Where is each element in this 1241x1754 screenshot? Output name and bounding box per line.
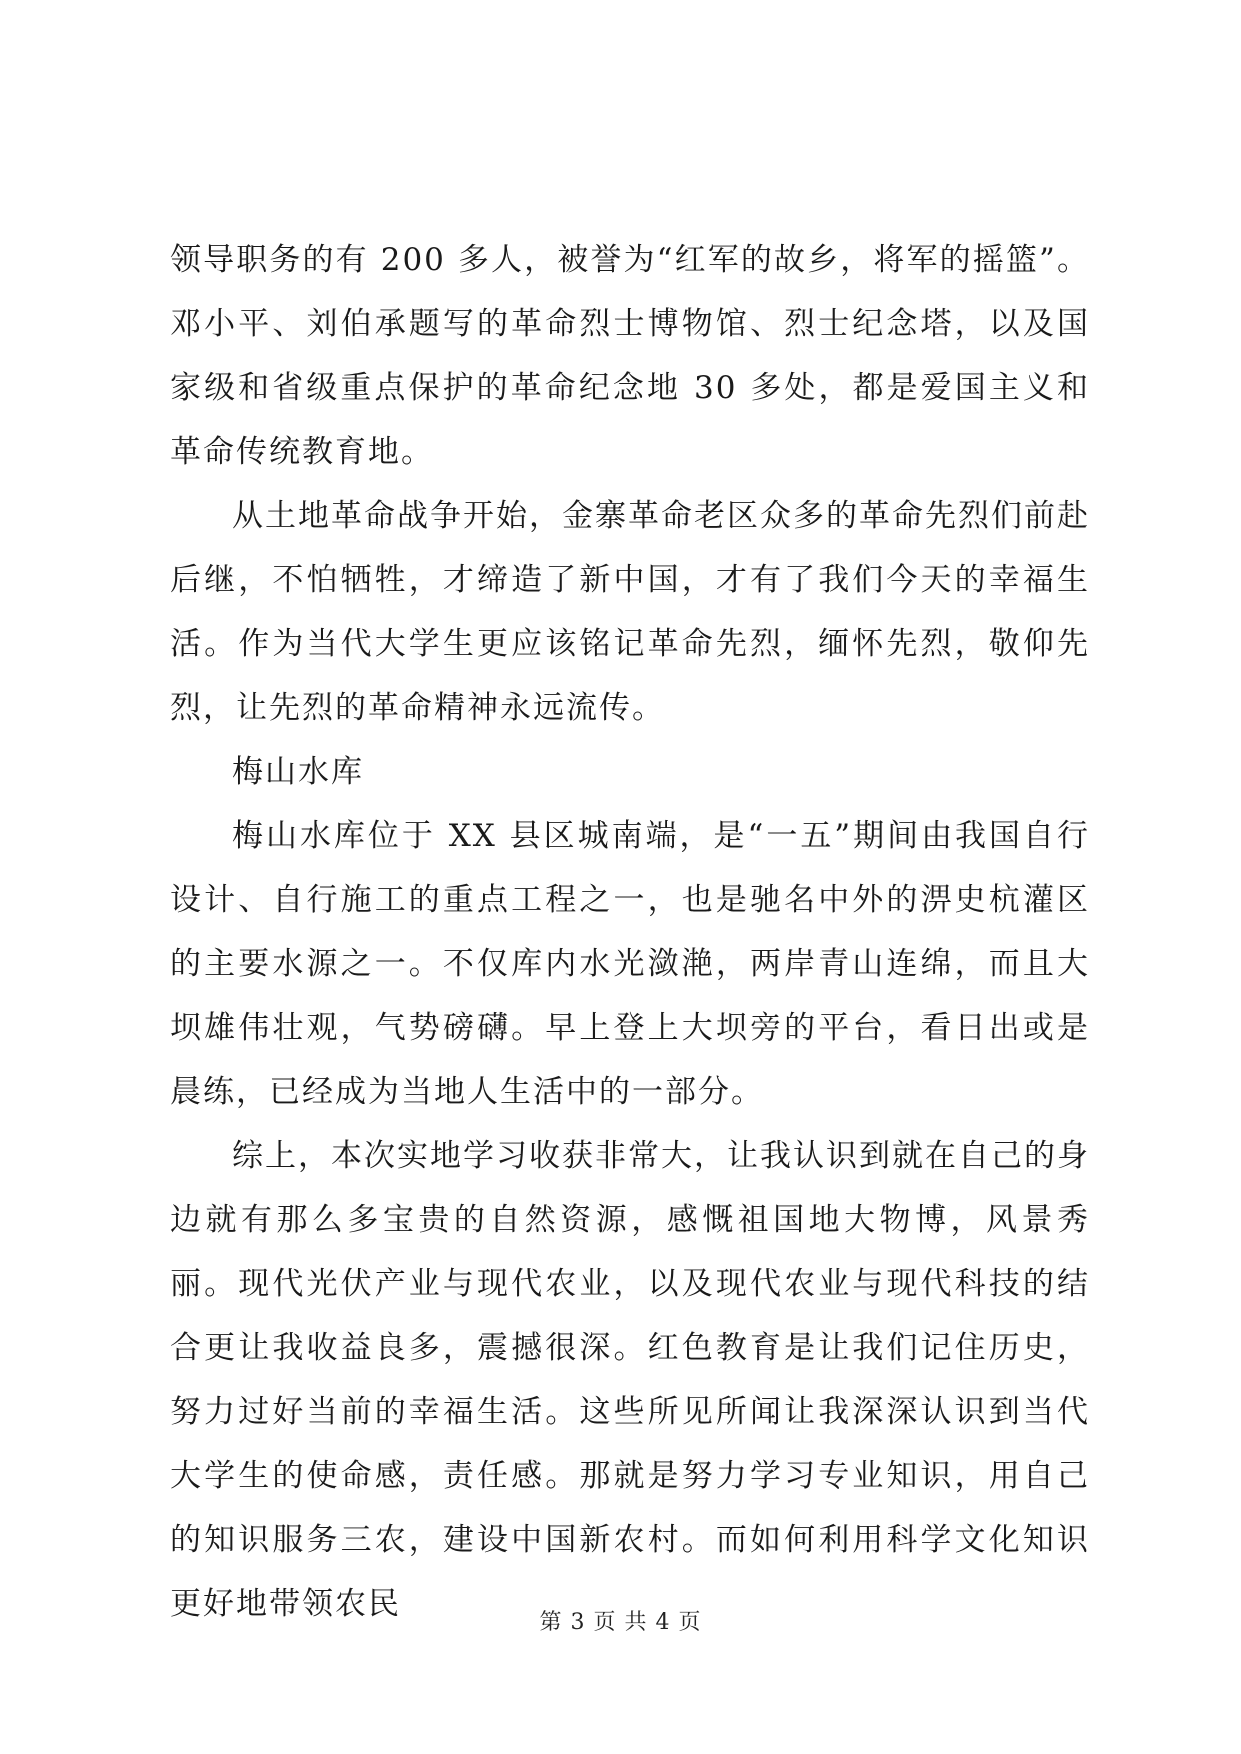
- paragraph-meishan: 梅山水库位于 XX 县区城南端，是“一五”期间由我国自行设计、自行施工的重点工程之一，也是驰名中外的淠史杭灌区的主要水源之一。不仅库内水光潋滟，两岸青山连绵，而且大坝雄伟壮观，气势磅礴。早上登上大坝旁的平台，看日出或是晨练，已经成为当地人生活中的一部分。: [170, 818, 1090, 1110]
- paragraph-revolution: 从土地革命战争开始，金寨革命老区众多的革命先烈们前赴后继，不怕牺牲，才缔造了新中国，才有了我们今天的幸福生活。作为当代大学生更应该铭记革命先烈，缅怀先烈，敬仰先烈，让先烈的革命精神永远流传。: [170, 498, 1090, 726]
- page-number-footer: 第 3 页 共 4 页: [539, 1610, 702, 1635]
- document-body: [170, 228, 1090, 1636]
- paragraph-summary: 综上，本次实地学习收获非常大，让我认识到就在自己的身边就有那么多宝贵的自然资源，感慨祖国地大物博，风景秀丽。现代光伏产业与现代农业，以及现代农业与现代科技的结合更让我收益良多，震撼很深。红色教育是让我们记住历史，努力过好当前的幸福生活。这些所见所闻让我深深认识到当代大学生的使命感，责任感。那就是努力学习专业知识，用自己的知识服务三农，建设中国新农村。而如何利用科学文化知识更好地带领农民: [170, 1138, 1090, 1622]
- paragraph-continuation: 领导职务的有 200 多人，被誉为“红军的故乡，将军的摇篮”。邓小平、刘伯承题写的革命烈士博物馆、烈士纪念塔，以及国家级和省级重点保护的革命纪念地 30 多处，都是爱国主义和革命传统教育地。: [170, 242, 1090, 470]
- section-heading-meishan: 梅山水库: [232, 754, 364, 790]
